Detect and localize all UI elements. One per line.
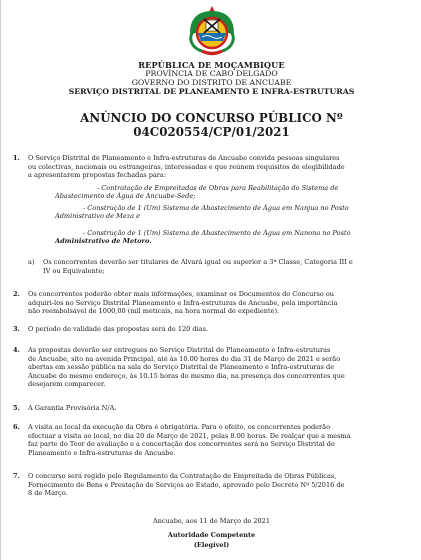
item-line: - Construção de 1 (Um) Sistema de Abastecimento de Água em Nanjua no Posto	[83, 204, 349, 212]
section-6-number: 6.	[13, 423, 20, 431]
sub-item-line: IV ou Equivalente;	[43, 266, 105, 275]
section-6-text	[28, 423, 410, 457]
section-2-line: não reembolsável de 1000,00 (mil meticais, na hora normal de expediente).	[28, 307, 280, 315]
section-7-line: Fornecimento de Bens e Prestação de Serviços ao Estado, aprovado pelo Decreto Nº 5/2016 de	[28, 480, 345, 489]
section-6-line: A visita ao local da execução da Obra é obrigatória. Para o efeito, os concorrentes poderão	[28, 423, 331, 431]
section-4-line: As propostas deverão ser entregues no Serviço Distrital de Planeamento e Infra-estruturas	[28, 346, 331, 354]
place-and-date: Ancuabe, aos 11 de Março de 2021	[152, 517, 271, 525]
section-5-number: 5.	[13, 404, 20, 412]
section-1-line: a apresentarem propostas fechadas para:	[28, 171, 167, 179]
item-2-cont	[55, 212, 412, 221]
item-line: - Construção de 1 (Um) Sistema de Abastecimento de Água em Nanona no Posto	[83, 229, 351, 237]
service-heading: SERVIÇO DISTRITAL DE PLANEAMENTO E INFRA-ESTRUTURAS	[68, 87, 355, 96]
section-5-text	[28, 404, 410, 413]
section-2-text	[28, 290, 410, 316]
section-4-line: Ancuabe do mesmo endereço, às 10.15 horas do mesmo dia, na presença dos concorrentes que	[28, 371, 345, 380]
section-1-line: ou colectivas, nacionais ou estrangeiras, interessadas e que reúnem requisitos de elegibilidade	[28, 162, 345, 171]
section-7-text	[28, 472, 410, 498]
section-1-text	[28, 154, 410, 180]
republic-heading: REPÚBLICA DE MOÇAMBIQUE	[138, 60, 285, 70]
section-1-line: O Serviço Distrital de Planeamento e Infra-estruturas de Ancuabe convida pessoas singulares	[28, 154, 340, 162]
section-3-line: O período de validade das propostas será de 120 dias.	[28, 325, 209, 333]
item-line: Administrativo de Meza e	[55, 212, 141, 220]
section-5-line: A Garantia Provisória N/A.	[28, 404, 117, 412]
authority-role: (Elegível)	[193, 541, 230, 549]
authority-title: Autoridade Competente	[167, 531, 256, 539]
section-2-line: Os concorrentes poderão obter mais informações, examinar os Documentos do Concurso ou	[28, 290, 335, 298]
province-heading: PROVÍNCIA DE CABO DELGADO	[145, 69, 278, 78]
section-4-text	[28, 346, 410, 389]
section-2-line: adquiri-los no Serviço Distrital Planeamento e Infra-estruturas de Ancuabe, pela importância	[28, 298, 338, 307]
item-line: Abastecimento de Água de Ancuabe-Sede;	[55, 192, 196, 200]
sub-item-label: a)	[28, 258, 35, 266]
section-6-line: faz parte do Teor de avaliação e a concertação dos concorrentes será no Serviço Distrital de	[28, 440, 335, 448]
item-1-cont	[55, 192, 412, 201]
item-3-cont	[55, 237, 412, 246]
district-heading: GOVERNO DO DISTRITO DE ANCUABE	[131, 78, 292, 87]
section-2-number: 2.	[13, 290, 20, 298]
section-7-number: 7.	[13, 472, 20, 480]
section-7-line: 8 de Março.	[28, 489, 68, 497]
section-3-text	[28, 325, 410, 334]
section-4-line: abertas em sessão pública na sala do Serviço Distrital de Planeamento e Infra-estruturas de	[28, 363, 335, 371]
sub-item-text	[43, 258, 403, 275]
section-7-line: O concurso será regido pelo Regulamento da Contratação de Empreitada de Obras Públicas,	[28, 472, 337, 480]
announcement-title: ANÚNCIO DO CONCURSO PÚBLICO Nº 04C020554/CP/01/2021	[80, 111, 343, 139]
section-3-number: 3.	[13, 325, 20, 333]
section-4-number: 4.	[13, 346, 20, 354]
sub-item-line: Os concorrentes deverão ser titulares de Alvará igual ou superior a 3ª Classe, Categoria III e	[43, 258, 353, 266]
section-4-line: desejarem comparecer.	[28, 380, 106, 388]
item-line: Administrativo de Metoro.	[55, 237, 152, 245]
mozambique-coat-of-arms-icon	[184, 3, 240, 59]
section-1-number: 1.	[13, 154, 20, 162]
item-line: - Contratação de Empreitadas de Obras para Reabilitação do Sistema de	[97, 184, 339, 192]
section-4-line: de Ancuabe, sito na avenida Principal, até às 10.00 horas do dia 31 de Março de 2021 e serão	[28, 354, 341, 363]
section-6-line: efectuar a visita ao local, no dia 20 de Março de 2021, pelas 8.00 horas. De realçar que a mesma	[28, 431, 351, 440]
section-6-line: Planeamento e Infra-estruturas de Ancuabe.	[28, 448, 176, 457]
